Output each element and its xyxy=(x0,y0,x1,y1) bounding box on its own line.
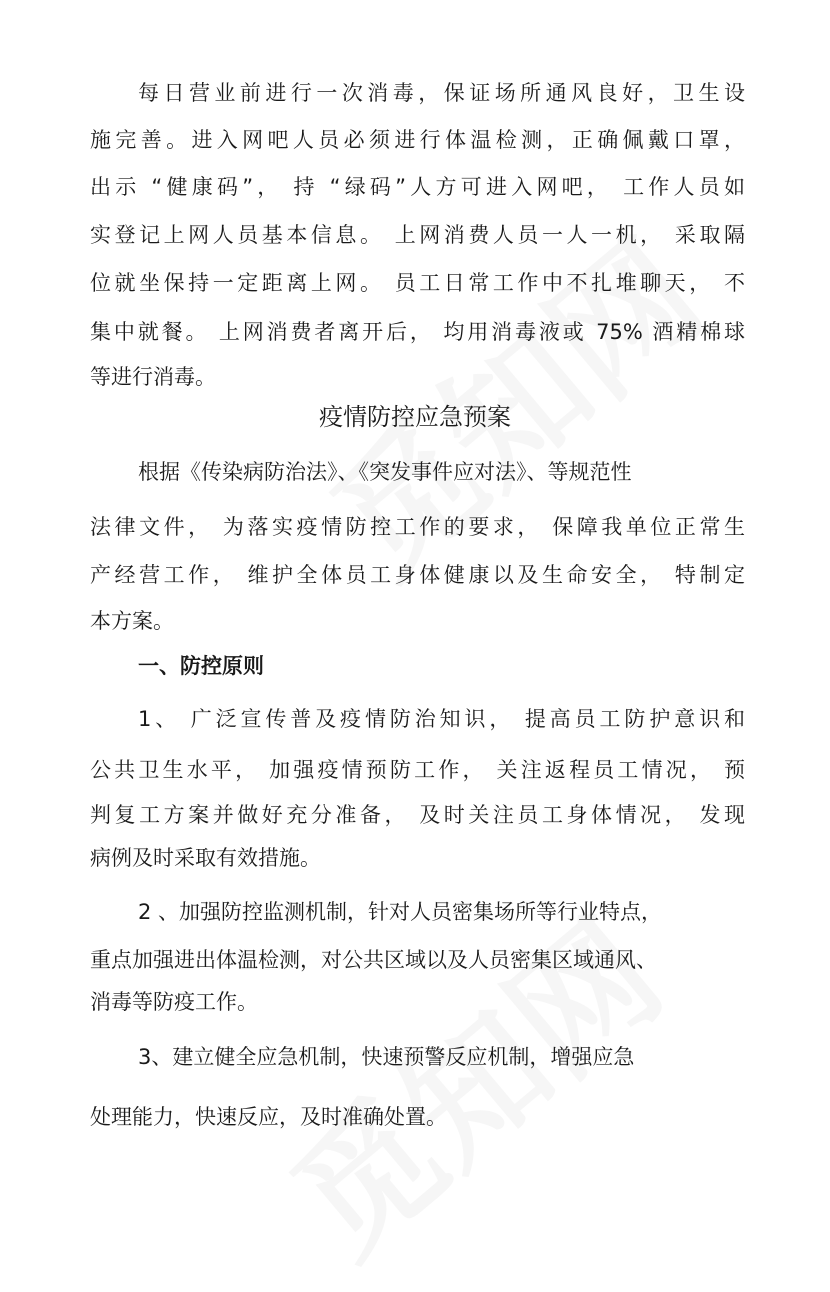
paragraph-line: 2 、加强防控监测机制，针对人员密集场所等行业特点， xyxy=(138,900,663,924)
paragraph-line: 出示 “健康码”， 持 “绿码”人方可进入网吧， 工作人员如 xyxy=(90,175,745,199)
paragraph-line: 3、建立健全应急机制，快速预警反应机制，增强应急 xyxy=(138,1045,635,1069)
paragraph-line: 1、 广泛宣传普及疫情防治知识， 提高员工防护意识和 xyxy=(138,707,745,731)
section-heading: 一、防控原则 xyxy=(138,654,264,678)
paragraph-line: 病例及时采取有效措施。 xyxy=(90,846,321,870)
paragraph-line: 处理能力，快速反应，及时准确处置。 xyxy=(90,1105,447,1129)
paragraph-line: 实登记上网人员基本信息。 上网消费人员一人一机， 采取隔 xyxy=(90,223,745,247)
document-title: 疫情防控应急预案 xyxy=(319,403,511,431)
watermark xyxy=(245,869,696,1292)
paragraph-line: 产经营工作， 维护全体员工身体健康以及生命安全， 特制定 xyxy=(90,563,745,587)
paragraph-line: 根据《传染病防治法》、《突发事件应对法》、等规范性 xyxy=(138,460,632,484)
paragraph-line: 本方案。 xyxy=(90,609,174,633)
paragraph-line: 判复工方案并做好充分准备， 及时关注员工身体情况， 发现 xyxy=(90,803,745,827)
paragraph-line: 等进行消毒。 xyxy=(90,365,216,389)
paragraph-line: 每日营业前进行一次消毒，保证场所通风良好，卫生设 xyxy=(138,81,745,105)
paragraph-line: 重点加强进出体温检测，对公共区域以及人员密集区域通风、 xyxy=(90,948,657,972)
paragraph-line: 位就坐保持一定距离上网。 员工日常工作中不扎堆聊天， 不 xyxy=(90,271,745,295)
paragraph-line: 消毒等防疫工作。 xyxy=(90,990,258,1014)
paragraph-line: 公共卫生水平， 加强疫情预防工作， 关注返程员工情况， 预 xyxy=(90,758,745,782)
paragraph-line: 施完善。进入网吧人员必须进行体温检测，正确佩戴口罩， xyxy=(90,128,745,152)
paragraph-line: 集中就餐。 上网消费者离开后， 均用消毒液或 75% 酒精棉球 xyxy=(90,320,745,344)
paragraph-line: 法律文件， 为落实疫情防控工作的要求， 保障我单位正常生 xyxy=(90,515,745,539)
